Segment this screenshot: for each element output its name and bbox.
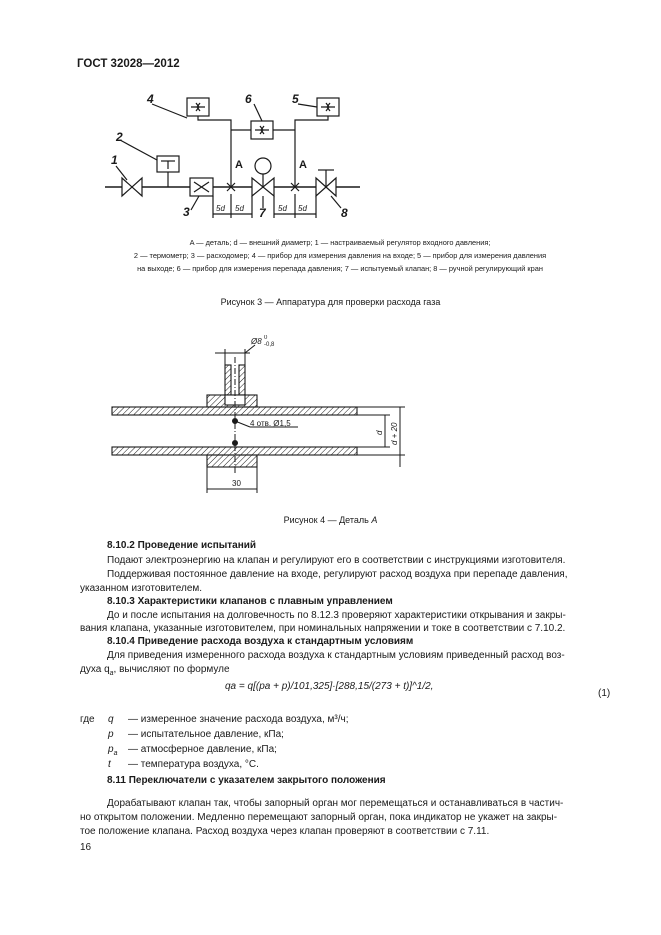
legend-line-3: на выходе; 6 — прибор для измерения перепада давления; 7 — испытуемый клапан; 8 — ручной регулирующий кран	[137, 264, 543, 273]
where-sym-pa	[108, 744, 128, 759]
dim-tol-lower: -0,8	[264, 342, 275, 348]
label-5: 5	[292, 92, 299, 106]
dim-tol-upper: 0	[264, 335, 268, 341]
heading-8-10-3: 8.10.3 Характеристики клапанов с плавным управлением	[107, 596, 393, 607]
heading-8-11: 8.11 Переключатели с указателем закрытого положения	[107, 775, 386, 786]
para-8-10-3-line-2: вания клапана, указанные изготовителем, при номинальных напряжении и токе в соответствии с 7.10.2.	[80, 623, 566, 634]
para-8-11-text-1: Дорабатывают клапан так, чтобы запорный орган мог перемещаться и останавливаться в частич-	[107, 798, 564, 809]
figure-3-schematic	[95, 90, 575, 230]
para-8-10-2-line-3: указанном изготовителем.	[80, 583, 203, 594]
para-8-10-4-line-1	[80, 649, 612, 663]
dim-5d-3: 5d	[278, 204, 287, 213]
para-8-11-line-2: но открытом положении. Медленно перемещают запорный орган, пока индикатор не укажет на закры-	[80, 812, 558, 823]
where-sym-q: q	[108, 714, 114, 725]
para-8-11-line-1	[80, 797, 612, 811]
dim-d-plus-20: d + 20	[390, 422, 399, 445]
dim-5d-1: 5d	[216, 204, 225, 213]
para-8-10-2-text-1: Подают электроэнергию на клапан и регулируют его в соответствии с инструкциями изготовителя.	[107, 555, 566, 566]
legend-line-2: 2 — термометр; 3 — расходомер; 4 — прибор для измерения давления на входе; 5 — прибор для измерения давления	[133, 251, 547, 260]
document-header: ГОСТ 32028—2012	[77, 58, 180, 70]
page-number: 16	[80, 842, 92, 853]
where-desc-q: — измеренное значение расхода воздуха, м³/ч;	[128, 714, 349, 725]
holes-label: 4 отв. Ø1,5	[250, 419, 291, 428]
para-8-10-4-text-2a: духа q	[80, 664, 110, 675]
figure-4-caption-prefix: Рисунок 4 — Деталь	[283, 515, 372, 525]
figure-4-detail	[100, 335, 420, 510]
para-8-10-4-text-2b: , вычисляют по формуле	[113, 664, 230, 675]
label-7: 7	[259, 206, 266, 220]
legend-line-1: A — деталь; d — внешний диаметр; 1 — настраиваемый регулятор входного давления;	[189, 238, 491, 247]
dim-5d-2: 5d	[235, 204, 244, 213]
label-4: 4	[147, 92, 154, 106]
figure-3-legend	[60, 236, 620, 275]
where-desc-p: — испытательное давление, кПа;	[128, 729, 284, 740]
label-a-right: А	[299, 159, 307, 171]
label-a-left: А	[235, 159, 243, 171]
heading-8-10-4: 8.10.4 Приведение расхода воздуха к стандартным условиям	[107, 636, 414, 647]
para-8-10-2-line-2	[80, 568, 612, 582]
dim-30: 30	[232, 479, 241, 488]
heading-8-10-2: 8.10.2 Проведение испытаний	[107, 540, 257, 551]
para-8-10-2-line-1	[80, 554, 612, 568]
where-sym-pa-sub: a	[113, 750, 118, 757]
figure-3-caption: Рисунок 3 — Аппаратура для проверки расхода газа	[220, 297, 441, 307]
para-8-11-line-3: тое положение клапана. Расход воздуха через клапан проверяют в соответствии с 7.11.	[80, 826, 490, 837]
where-sym-t: t	[108, 759, 111, 770]
where-label: где	[80, 714, 95, 725]
para-8-10-4-text-1: Для приведения измеренного расхода воздуха к стандартным условиям приведенный расход воз-	[107, 650, 565, 661]
dim-d: d	[375, 430, 384, 435]
where-list	[80, 714, 348, 774]
where-desc-t: — температура воздуха, °С.	[128, 759, 259, 770]
dim-5d-4: 5d	[298, 204, 307, 213]
where-sym-p: p	[108, 729, 114, 740]
where-desc-pa: — атмосферное давление, кПа;	[128, 744, 277, 755]
label-6: 6	[245, 92, 252, 106]
formula-1: qa = q[(pa + p)/101,325]·[288,15/(273 + t)]^1/2,	[225, 681, 434, 692]
label-3: 3	[183, 205, 190, 219]
where-sym-pa-base: p	[108, 744, 114, 755]
label-8: 8	[341, 206, 348, 220]
para-8-10-3-text-1: До и после испытания на долговечность по 8.12.3 проверяют характеристики открывания и закры-	[107, 610, 566, 621]
dim-diameter-8: Ø8	[251, 337, 262, 346]
figure-4-caption-letter: А	[371, 515, 378, 525]
label-1: 1	[111, 153, 118, 167]
para-8-10-3-line-1	[80, 609, 612, 623]
para-8-10-4-line-2	[80, 663, 612, 681]
figure-4-caption	[0, 515, 661, 525]
regulator-valve-1	[122, 178, 142, 196]
para-8-10-4-sub: a	[109, 670, 114, 677]
para-8-10-2-text-2: Поддерживая постоянное давление на входе, регулируют расход воздуха при перепаде давления,	[107, 569, 568, 580]
label-2: 2	[116, 130, 123, 144]
formula-number: (1)	[598, 688, 611, 699]
